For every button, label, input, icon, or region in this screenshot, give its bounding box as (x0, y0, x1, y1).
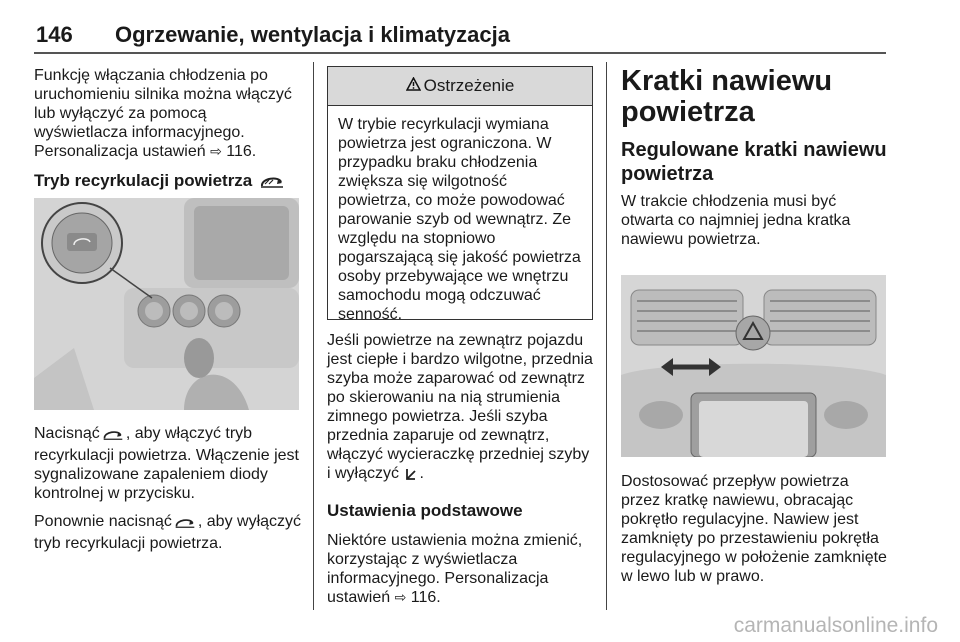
recirculation-icon (259, 173, 285, 194)
watermark: carmanualsonline.info (733, 614, 938, 637)
column-2 (327, 331, 595, 616)
vents-open-paragraph: W trakcie chłodzenia musi być otwarta co najmniej jedna kratka nawiewu powietrza. (621, 193, 851, 248)
intro-paragraph: Funkcję włączania chłodzenia po uruchomieniu silnika można włączyć lub wyłączyć za pomocą wyświetlacza informacyjnego. Personalizacja ustawień ⇨ 116. (34, 67, 292, 160)
header-divider (34, 52, 886, 54)
vent-adjust-paragraph: Dostosować przepływ powietrza przez kratkę nawiewu, obracając pokrętło regulacyjne. Nawiew jest zamknięty po przestawieniu pokrętła regulacyjnego w położenie zamknięte w lewo lub w prawo. (621, 473, 887, 585)
section-heading-recirculation: Tryb recyrkulacji powietrza (34, 170, 302, 194)
section-title-air-vents: Kratki nawiewu powietrza (621, 65, 833, 128)
basic-settings-heading: Ustawienia podstawowe (327, 501, 523, 520)
page-number: 146 (36, 22, 73, 47)
column-3-lower (621, 472, 889, 595)
air-vents-illustration (621, 275, 886, 457)
recirculation-icon (174, 515, 196, 534)
page-title: Ogrzewanie, wentylacja i klimatyzacja (115, 22, 510, 47)
warning-triangle-icon (406, 76, 421, 96)
subsection-title-adjustable-vents: Regulowane kratki nawiewu powietrza (621, 139, 887, 185)
reference-arrow-icon: ⇨ (394, 589, 407, 605)
recirculation-icon (102, 427, 124, 446)
column-divider-1 (313, 62, 314, 610)
column-1-lower (34, 424, 302, 562)
column-1 (34, 66, 302, 204)
warning-box (327, 66, 593, 323)
recirculation-on-paragraph: Nacisnąć , aby włączyć tryb recyrkulacji powietrza. Włączenie jest sygnalizowane zapaleniem diody kontrolnej w przycisku. (34, 425, 299, 502)
warning-title: Ostrzeżenie (423, 76, 515, 95)
column-divider-2 (606, 62, 607, 610)
wiper-icon (405, 467, 417, 486)
recirculation-off-paragraph: Ponownie nacisnąć , aby wyłączyć tryb recyrkulacji powietrza. (34, 513, 302, 552)
warning-header (328, 67, 592, 106)
windshield-fog-paragraph: Jeśli powietrze na zewnątrz pojazdu jest ciepłe i bardzo wilgotne, przednia szyba może zaparować od zewnątrz po skierowaniu na nią strumienia zimnego powietrza. Jeśli szyba przednia zaparuje od zewnątrz, włączyć wycieraczkę przedniej szyby i wyłączyć . (327, 331, 595, 486)
column-3 (621, 66, 889, 258)
basic-settings-paragraph: Niektóre ustawienia można zmienić, korzystając z wyświetlacza informacyjnego. Personalizacja ustawień ⇨ 116. (327, 532, 583, 606)
reference-arrow-icon: ⇨ (210, 143, 222, 159)
climate-controls-illustration (34, 198, 299, 410)
warning-text: W trybie recyrkulacji wymiana powietrza jest ograniczona. W przypadku braku chłodzenia zwiększa się wilgotność powietrza, co może powodować parowanie szyb od wewnątrz. Ze względu na stopniowo pogarszającą się jakość powietrza osoby przebywające we wnętrzu samochodu mogą odczuwać senność. (338, 116, 581, 323)
